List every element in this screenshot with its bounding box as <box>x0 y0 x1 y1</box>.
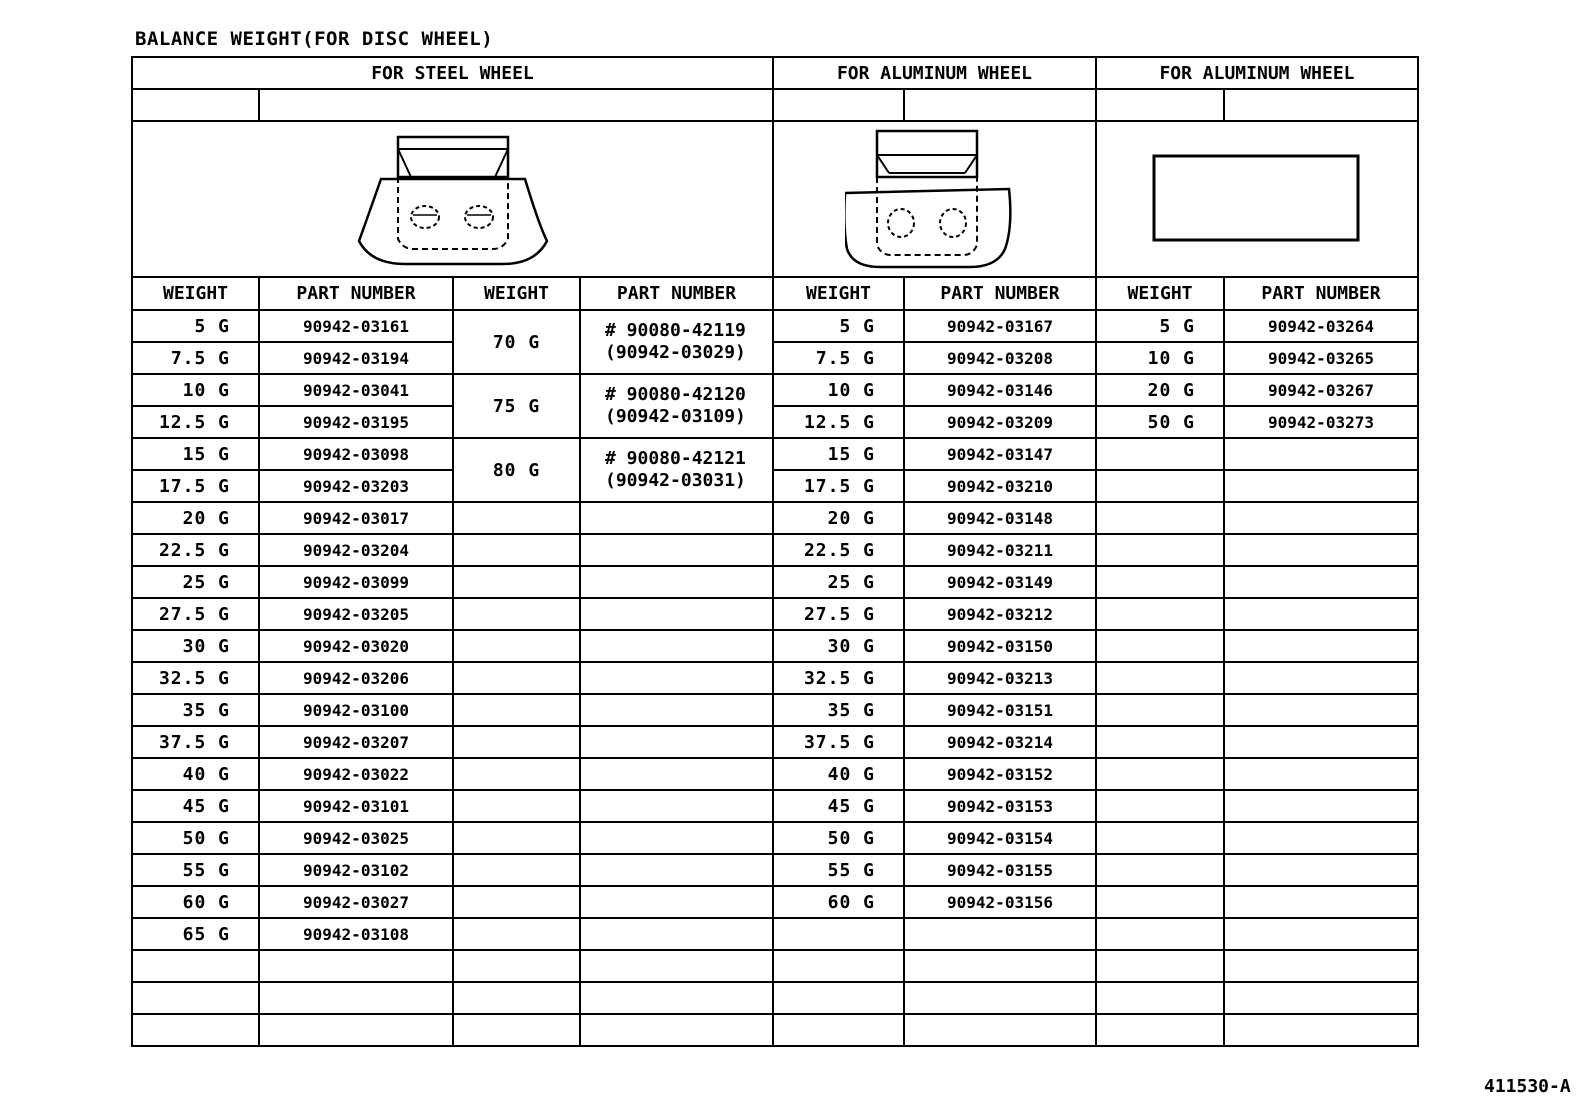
steel-heavy-part-number-cell <box>580 310 773 374</box>
steel-part-number-cell: 90942-03017 <box>259 502 453 534</box>
adhesive-weight-cell <box>1096 694 1224 726</box>
aluminum-weight-cell: 30 G <box>773 630 904 662</box>
table-row <box>132 566 1418 598</box>
adhesive-weight-cell: 5 G <box>1096 310 1224 342</box>
adhesive-part-number-cell <box>1224 822 1418 854</box>
aluminum-weight-cell: 37.5 G <box>773 726 904 758</box>
column-header-row <box>132 277 1418 310</box>
adhesive-part-number-cell: 90942-03264 <box>1224 310 1418 342</box>
section-steel-wheel: FOR STEEL WHEEL <box>132 57 773 89</box>
table-row <box>132 374 1418 406</box>
aluminum-part-number-cell: 90942-03148 <box>904 502 1096 534</box>
adhesive-weight-cell <box>1096 790 1224 822</box>
steel-heavy-weight-cell <box>453 822 580 854</box>
steel-heavy-weight-cell: 75 G <box>453 374 580 438</box>
table-row <box>132 822 1418 854</box>
adhesive-part-number-cell <box>1224 502 1418 534</box>
heavy-part-number: # 90080-42121 <box>605 448 746 469</box>
table-row <box>132 470 1418 502</box>
steel-heavy-weight-cell <box>453 598 580 630</box>
aluminum-part-number-cell: 90942-03213 <box>904 662 1096 694</box>
aluminum-weight-cell: 15 G <box>773 438 904 470</box>
heavy-alt-part-number: (90942-03031) <box>605 470 746 491</box>
steel-weight-cell: 60 G <box>132 886 259 918</box>
steel-weight-cell: 35 G <box>132 694 259 726</box>
steel-heavy-part-number-cell <box>580 374 773 438</box>
steel-weight-cell: 10 G <box>132 374 259 406</box>
blank-cell <box>132 89 259 121</box>
steel-weight-cell: 17.5 G <box>132 470 259 502</box>
steel-heavy-part-number-cell <box>580 502 773 534</box>
steel-part-number-cell: 90942-03027 <box>259 886 453 918</box>
aluminum-weight-cell: 40 G <box>773 758 904 790</box>
adhesive-weight-cell <box>1096 886 1224 918</box>
table-row <box>132 310 1418 342</box>
aluminum-part-number-cell: 90942-03211 <box>904 534 1096 566</box>
steel-part-number-cell: 90942-03099 <box>259 566 453 598</box>
steel-heavy-part-number-cell <box>580 694 773 726</box>
blank-cell <box>773 89 904 121</box>
table-row <box>132 918 1418 950</box>
table-row <box>132 342 1418 374</box>
steel-weight-cell: 27.5 G <box>132 598 259 630</box>
part-number-header: PART NUMBER <box>904 277 1096 310</box>
steel-heavy-weight-cell <box>453 886 580 918</box>
part-number-header: PART NUMBER <box>580 277 773 310</box>
steel-weight-cell: 40 G <box>132 758 259 790</box>
blank-cell <box>1096 89 1224 121</box>
aluminum-weight-cell <box>773 982 904 1014</box>
aluminum-weight-cell: 50 G <box>773 822 904 854</box>
steel-heavy-weight-cell: 80 G <box>453 438 580 502</box>
weight-header: WEIGHT <box>453 277 580 310</box>
adhesive-part-number-cell <box>1224 1014 1418 1046</box>
steel-part-number-cell: 90942-03025 <box>259 822 453 854</box>
adhesive-weight-cell <box>1096 854 1224 886</box>
adhesive-part-number-cell <box>1224 758 1418 790</box>
steel-part-number-cell: 90942-03101 <box>259 790 453 822</box>
section-aluminum-wheel-adhesive: FOR ALUMINUM WHEEL <box>1096 57 1418 89</box>
steel-heavy-part-number-cell <box>580 534 773 566</box>
adhesive-weight-cell <box>1096 822 1224 854</box>
steel-heavy-part-number-cell <box>580 566 773 598</box>
illustration-row <box>132 121 1418 277</box>
steel-clip-weight-drawing <box>353 129 553 269</box>
adhesive-part-number-cell <box>1224 470 1418 502</box>
steel-weight-cell: 7.5 G <box>132 342 259 374</box>
aluminum-part-number-cell: 90942-03149 <box>904 566 1096 598</box>
steel-heavy-weight-cell: 70 G <box>453 310 580 374</box>
steel-weight-cell: 50 G <box>132 822 259 854</box>
heavy-part-number: # 90080-42120 <box>605 384 746 405</box>
steel-heavy-part-number-cell <box>580 598 773 630</box>
steel-part-number-cell: 90942-03100 <box>259 694 453 726</box>
steel-weight-cell: 45 G <box>132 790 259 822</box>
heavy-alt-part-number: (90942-03109) <box>605 406 746 427</box>
steel-part-number-cell: 90942-03207 <box>259 726 453 758</box>
adhesive-weight-cell <box>1096 566 1224 598</box>
steel-heavy-weight-cell <box>453 758 580 790</box>
adhesive-part-number-cell <box>1224 662 1418 694</box>
steel-heavy-part-number-cell <box>580 918 773 950</box>
weight-header: WEIGHT <box>773 277 904 310</box>
adhesive-part-number-cell <box>1224 886 1418 918</box>
adhesive-part-number-cell: 90942-03267 <box>1224 374 1418 406</box>
steel-weight-cell: 55 G <box>132 854 259 886</box>
steel-heavy-weight-cell <box>453 662 580 694</box>
aluminum-part-number-cell: 90942-03210 <box>904 470 1096 502</box>
steel-part-number-cell: 90942-03098 <box>259 438 453 470</box>
aluminum-weight-cell <box>773 1014 904 1046</box>
aluminum-part-number-cell: 90942-03214 <box>904 726 1096 758</box>
steel-heavy-part-number-cell <box>580 790 773 822</box>
table-row <box>132 1014 1418 1046</box>
table-row <box>132 726 1418 758</box>
table-row <box>132 886 1418 918</box>
aluminum-part-number-cell: 90942-03146 <box>904 374 1096 406</box>
steel-part-number-cell: 90942-03022 <box>259 758 453 790</box>
aluminum-weight-cell: 25 G <box>773 566 904 598</box>
adhesive-weight-cell <box>1096 950 1224 982</box>
aluminum-part-number-cell: 90942-03167 <box>904 310 1096 342</box>
steel-part-number-cell <box>259 1014 453 1046</box>
blank-cell <box>904 89 1096 121</box>
adhesive-part-number-cell <box>1224 726 1418 758</box>
steel-part-number-cell: 90942-03204 <box>259 534 453 566</box>
aluminum-part-number-cell: 90942-03152 <box>904 758 1096 790</box>
steel-part-number-cell: 90942-03102 <box>259 854 453 886</box>
steel-part-number-cell: 90942-03108 <box>259 918 453 950</box>
steel-heavy-weight-cell <box>453 726 580 758</box>
aluminum-part-number-cell: 90942-03151 <box>904 694 1096 726</box>
table-row <box>132 630 1418 662</box>
steel-heavy-part-number-cell <box>580 982 773 1014</box>
aluminum-clip-weight-drawing <box>845 127 1025 272</box>
steel-weight-cell: 30 G <box>132 630 259 662</box>
steel-weight-cell: 15 G <box>132 438 259 470</box>
adhesive-part-number-cell <box>1224 630 1418 662</box>
steel-heavy-weight-cell <box>453 694 580 726</box>
steel-heavy-weight-cell <box>453 950 580 982</box>
heavy-part-number: # 90080-42119 <box>605 320 746 341</box>
steel-heavy-part-number-cell <box>580 630 773 662</box>
steel-part-number-cell: 90942-03206 <box>259 662 453 694</box>
adhesive-part-number-cell <box>1224 694 1418 726</box>
table-row <box>132 982 1418 1014</box>
steel-heavy-weight-cell <box>453 918 580 950</box>
table-row <box>132 854 1418 886</box>
adhesive-weight-drawing <box>1152 154 1362 244</box>
table-row <box>132 406 1418 438</box>
steel-part-number-cell: 90942-03194 <box>259 342 453 374</box>
aluminum-weight-cell: 55 G <box>773 854 904 886</box>
adhesive-weight-cell: 10 G <box>1096 342 1224 374</box>
steel-heavy-weight-cell <box>453 566 580 598</box>
aluminum-part-number-cell: 90942-03212 <box>904 598 1096 630</box>
adhesive-weight-cell <box>1096 662 1224 694</box>
table-row <box>132 694 1418 726</box>
aluminum-part-number-cell: 90942-03208 <box>904 342 1096 374</box>
steel-heavy-part-number-cell <box>580 822 773 854</box>
steel-heavy-part-number-cell <box>580 758 773 790</box>
adhesive-weight-cell <box>1096 502 1224 534</box>
steel-part-number-cell: 90942-03161 <box>259 310 453 342</box>
aluminum-part-number-cell: 90942-03150 <box>904 630 1096 662</box>
aluminum-weight-cell: 60 G <box>773 886 904 918</box>
adhesive-weight-cell: 20 G <box>1096 374 1224 406</box>
part-number-header: PART NUMBER <box>1224 277 1418 310</box>
adhesive-part-number-cell: 90942-03273 <box>1224 406 1418 438</box>
aluminum-weight-cell: 5 G <box>773 310 904 342</box>
table-row <box>132 598 1418 630</box>
steel-heavy-weight-cell <box>453 982 580 1014</box>
aluminum-weight-cell: 32.5 G <box>773 662 904 694</box>
aluminum-part-number-cell: 90942-03154 <box>904 822 1096 854</box>
steel-weight-illustration-cell <box>132 121 773 277</box>
aluminum-weight-cell: 10 G <box>773 374 904 406</box>
weight-header: WEIGHT <box>132 277 259 310</box>
aluminum-weight-cell: 22.5 G <box>773 534 904 566</box>
adhesive-weight-cell: 50 G <box>1096 406 1224 438</box>
steel-weight-cell: 12.5 G <box>132 406 259 438</box>
aluminum-weight-cell: 17.5 G <box>773 470 904 502</box>
steel-heavy-part-number-cell <box>580 662 773 694</box>
section-header-row <box>132 57 1418 89</box>
aluminum-weight-cell: 12.5 G <box>773 406 904 438</box>
adhesive-part-number-cell <box>1224 950 1418 982</box>
steel-heavy-part-number-cell <box>580 854 773 886</box>
heavy-alt-part-number: (90942-03029) <box>605 342 746 363</box>
steel-part-number-cell <box>259 982 453 1014</box>
steel-weight-cell: 22.5 G <box>132 534 259 566</box>
aluminum-weight-cell <box>773 950 904 982</box>
adhesive-weight-cell <box>1096 758 1224 790</box>
steel-part-number-cell: 90942-03195 <box>259 406 453 438</box>
steel-heavy-weight-cell <box>453 502 580 534</box>
table-row <box>132 438 1418 470</box>
blank-cell <box>1224 89 1418 121</box>
aluminum-weight-cell <box>773 918 904 950</box>
steel-weight-cell: 20 G <box>132 502 259 534</box>
steel-weight-cell <box>132 950 259 982</box>
steel-heavy-part-number-cell <box>580 950 773 982</box>
steel-heavy-part-number-cell <box>580 1014 773 1046</box>
adhesive-weight-cell <box>1096 1014 1224 1046</box>
adhesive-part-number-cell <box>1224 566 1418 598</box>
steel-weight-cell: 65 G <box>132 918 259 950</box>
aluminum-weight-cell: 35 G <box>773 694 904 726</box>
aluminum-part-number-cell: 90942-03155 <box>904 854 1096 886</box>
blank-row <box>132 89 1418 121</box>
aluminum-part-number-cell <box>904 1014 1096 1046</box>
aluminum-part-number-cell: 90942-03209 <box>904 406 1096 438</box>
adhesive-weight-cell <box>1096 726 1224 758</box>
steel-weight-cell: 32.5 G <box>132 662 259 694</box>
adhesive-weight-illustration-cell <box>1096 121 1418 277</box>
steel-weight-cell: 25 G <box>132 566 259 598</box>
adhesive-part-number-cell <box>1224 854 1418 886</box>
adhesive-part-number-cell <box>1224 438 1418 470</box>
aluminum-part-number-cell: 90942-03147 <box>904 438 1096 470</box>
steel-heavy-weight-cell <box>453 790 580 822</box>
table-row <box>132 502 1418 534</box>
table-row <box>132 950 1418 982</box>
adhesive-part-number-cell <box>1224 598 1418 630</box>
aluminum-weight-cell: 20 G <box>773 502 904 534</box>
table-row <box>132 662 1418 694</box>
steel-heavy-part-number-cell <box>580 438 773 502</box>
table-row <box>132 790 1418 822</box>
steel-weight-cell: 5 G <box>132 310 259 342</box>
steel-part-number-cell: 90942-03020 <box>259 630 453 662</box>
aluminum-part-number-cell <box>904 918 1096 950</box>
table-row <box>132 534 1418 566</box>
aluminum-part-number-cell <box>904 982 1096 1014</box>
aluminum-part-number-cell: 90942-03153 <box>904 790 1096 822</box>
balance-weight-table <box>131 56 1419 1047</box>
adhesive-weight-cell <box>1096 534 1224 566</box>
weight-header: WEIGHT <box>1096 277 1224 310</box>
aluminum-part-number-cell <box>904 950 1096 982</box>
adhesive-part-number-cell <box>1224 982 1418 1014</box>
adhesive-part-number-cell <box>1224 918 1418 950</box>
steel-weight-cell <box>132 1014 259 1046</box>
figure-code: 411530-A <box>1484 1076 1571 1097</box>
adhesive-weight-cell <box>1096 918 1224 950</box>
steel-part-number-cell: 90942-03041 <box>259 374 453 406</box>
section-aluminum-wheel-clip: FOR ALUMINUM WHEEL <box>773 57 1096 89</box>
steel-heavy-part-number-cell <box>580 886 773 918</box>
aluminum-weight-cell: 45 G <box>773 790 904 822</box>
adhesive-part-number-cell: 90942-03265 <box>1224 342 1418 374</box>
aluminum-weight-cell: 7.5 G <box>773 342 904 374</box>
steel-heavy-weight-cell <box>453 630 580 662</box>
adhesive-weight-cell <box>1096 438 1224 470</box>
adhesive-weight-cell <box>1096 470 1224 502</box>
adhesive-weight-cell <box>1096 630 1224 662</box>
document-title: BALANCE WEIGHT(FOR DISC WHEEL) <box>135 28 494 50</box>
aluminum-weight-cell: 27.5 G <box>773 598 904 630</box>
steel-weight-cell <box>132 982 259 1014</box>
steel-part-number-cell: 90942-03203 <box>259 470 453 502</box>
steel-heavy-weight-cell <box>453 854 580 886</box>
part-number-header: PART NUMBER <box>259 277 453 310</box>
adhesive-part-number-cell <box>1224 534 1418 566</box>
steel-heavy-weight-cell <box>453 534 580 566</box>
steel-part-number-cell: 90942-03205 <box>259 598 453 630</box>
steel-part-number-cell <box>259 950 453 982</box>
steel-heavy-weight-cell <box>453 1014 580 1046</box>
aluminum-part-number-cell: 90942-03156 <box>904 886 1096 918</box>
aluminum-clip-weight-illustration-cell <box>773 121 1096 277</box>
blank-cell <box>259 89 773 121</box>
table-row <box>132 758 1418 790</box>
adhesive-weight-cell <box>1096 982 1224 1014</box>
steel-weight-cell: 37.5 G <box>132 726 259 758</box>
steel-heavy-part-number-cell <box>580 726 773 758</box>
adhesive-part-number-cell <box>1224 790 1418 822</box>
adhesive-weight-cell <box>1096 598 1224 630</box>
